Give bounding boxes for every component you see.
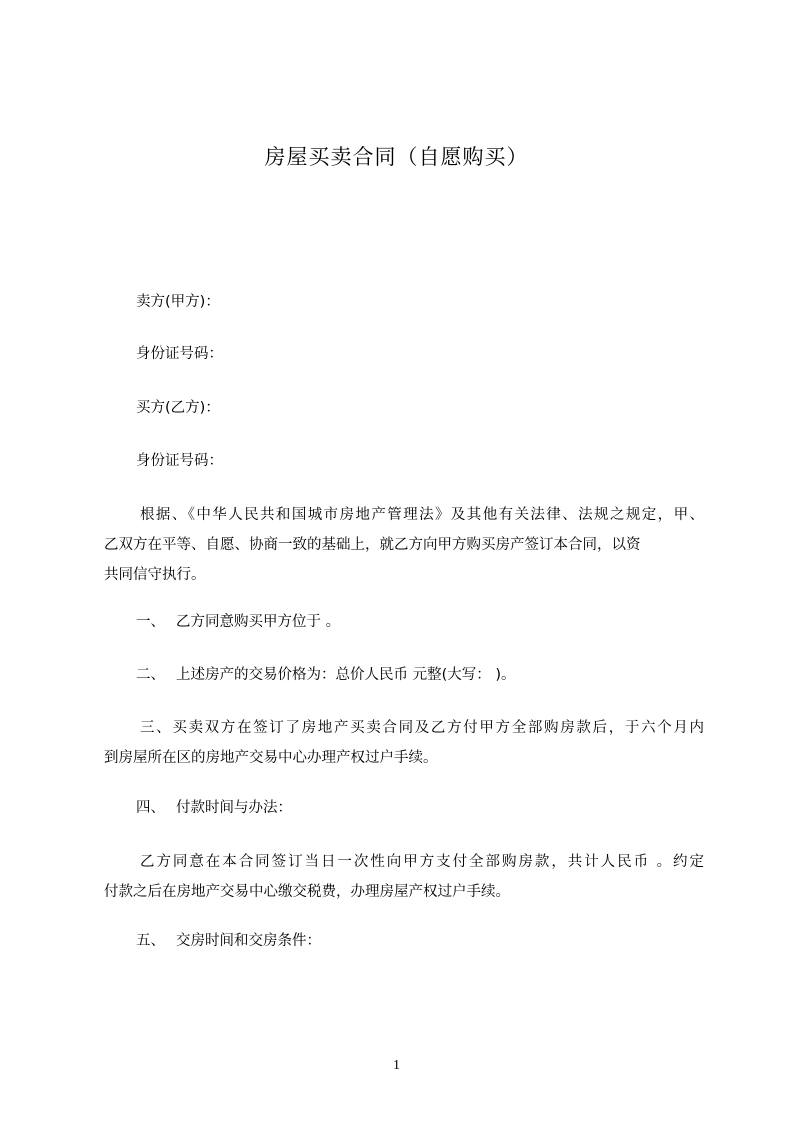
page-number: 1 <box>393 1058 400 1073</box>
clause-1 <box>136 612 340 632</box>
preamble-paragraph <box>104 500 704 590</box>
payment-line-1: 乙方同意在本合同签订当日一次性向甲方支付全部购房款，共计人民币 。约定 <box>140 854 704 870</box>
clause-1-number: 一、 <box>136 614 165 630</box>
clause-3-line-2: 到房屋所在区的房地产交易中心办理产权过户手续。 <box>104 750 438 766</box>
seller-id-label: 身份证号码： <box>136 346 223 362</box>
clause-4-text: 付款时间与办法： <box>176 800 292 816</box>
clause-3-paragraph <box>104 713 704 773</box>
seller-label: 卖方(甲方)： <box>136 294 220 310</box>
preamble-line-3: 共同信守执行。 <box>104 567 206 583</box>
preamble-line-1: 根据、《中华人民共和国城市房地产管理法》及其他有关法律、法规之规定，甲、 <box>140 507 704 523</box>
preamble-line-2: 乙双方在平等、自愿、协商一致的基础上，就乙方向甲方购买房产签订本合同，以资 <box>104 537 641 553</box>
clause-5-text: 交房时间和交房条件： <box>176 933 321 949</box>
clause-5 <box>136 931 321 951</box>
clause-2-text: 上述房产的交易价格为：总价人民币 元整(大写： )。 <box>176 667 516 683</box>
clause-5-number: 五、 <box>136 933 165 949</box>
clause-3-line-1: 三、买卖双方在签订了房地产买卖合同及乙方付甲方全部购房款后，于六个月内 <box>140 720 704 736</box>
buyer-label: 买方(乙方)： <box>136 400 220 416</box>
document-title: 房屋买卖合同（自愿购买） <box>264 145 529 169</box>
clause-4-number: 四、 <box>136 800 165 816</box>
payment-paragraph <box>104 847 704 907</box>
clause-2-number: 二、 <box>136 667 165 683</box>
payment-line-2: 付款之后在房地产交易中心缴交税费，办理房屋产权过户手续。 <box>104 884 510 900</box>
clause-2 <box>136 665 516 685</box>
clause-1-text: 乙方同意购买甲方位于 。 <box>176 614 341 630</box>
clause-4 <box>136 798 292 818</box>
buyer-id-label: 身份证号码： <box>136 453 223 469</box>
